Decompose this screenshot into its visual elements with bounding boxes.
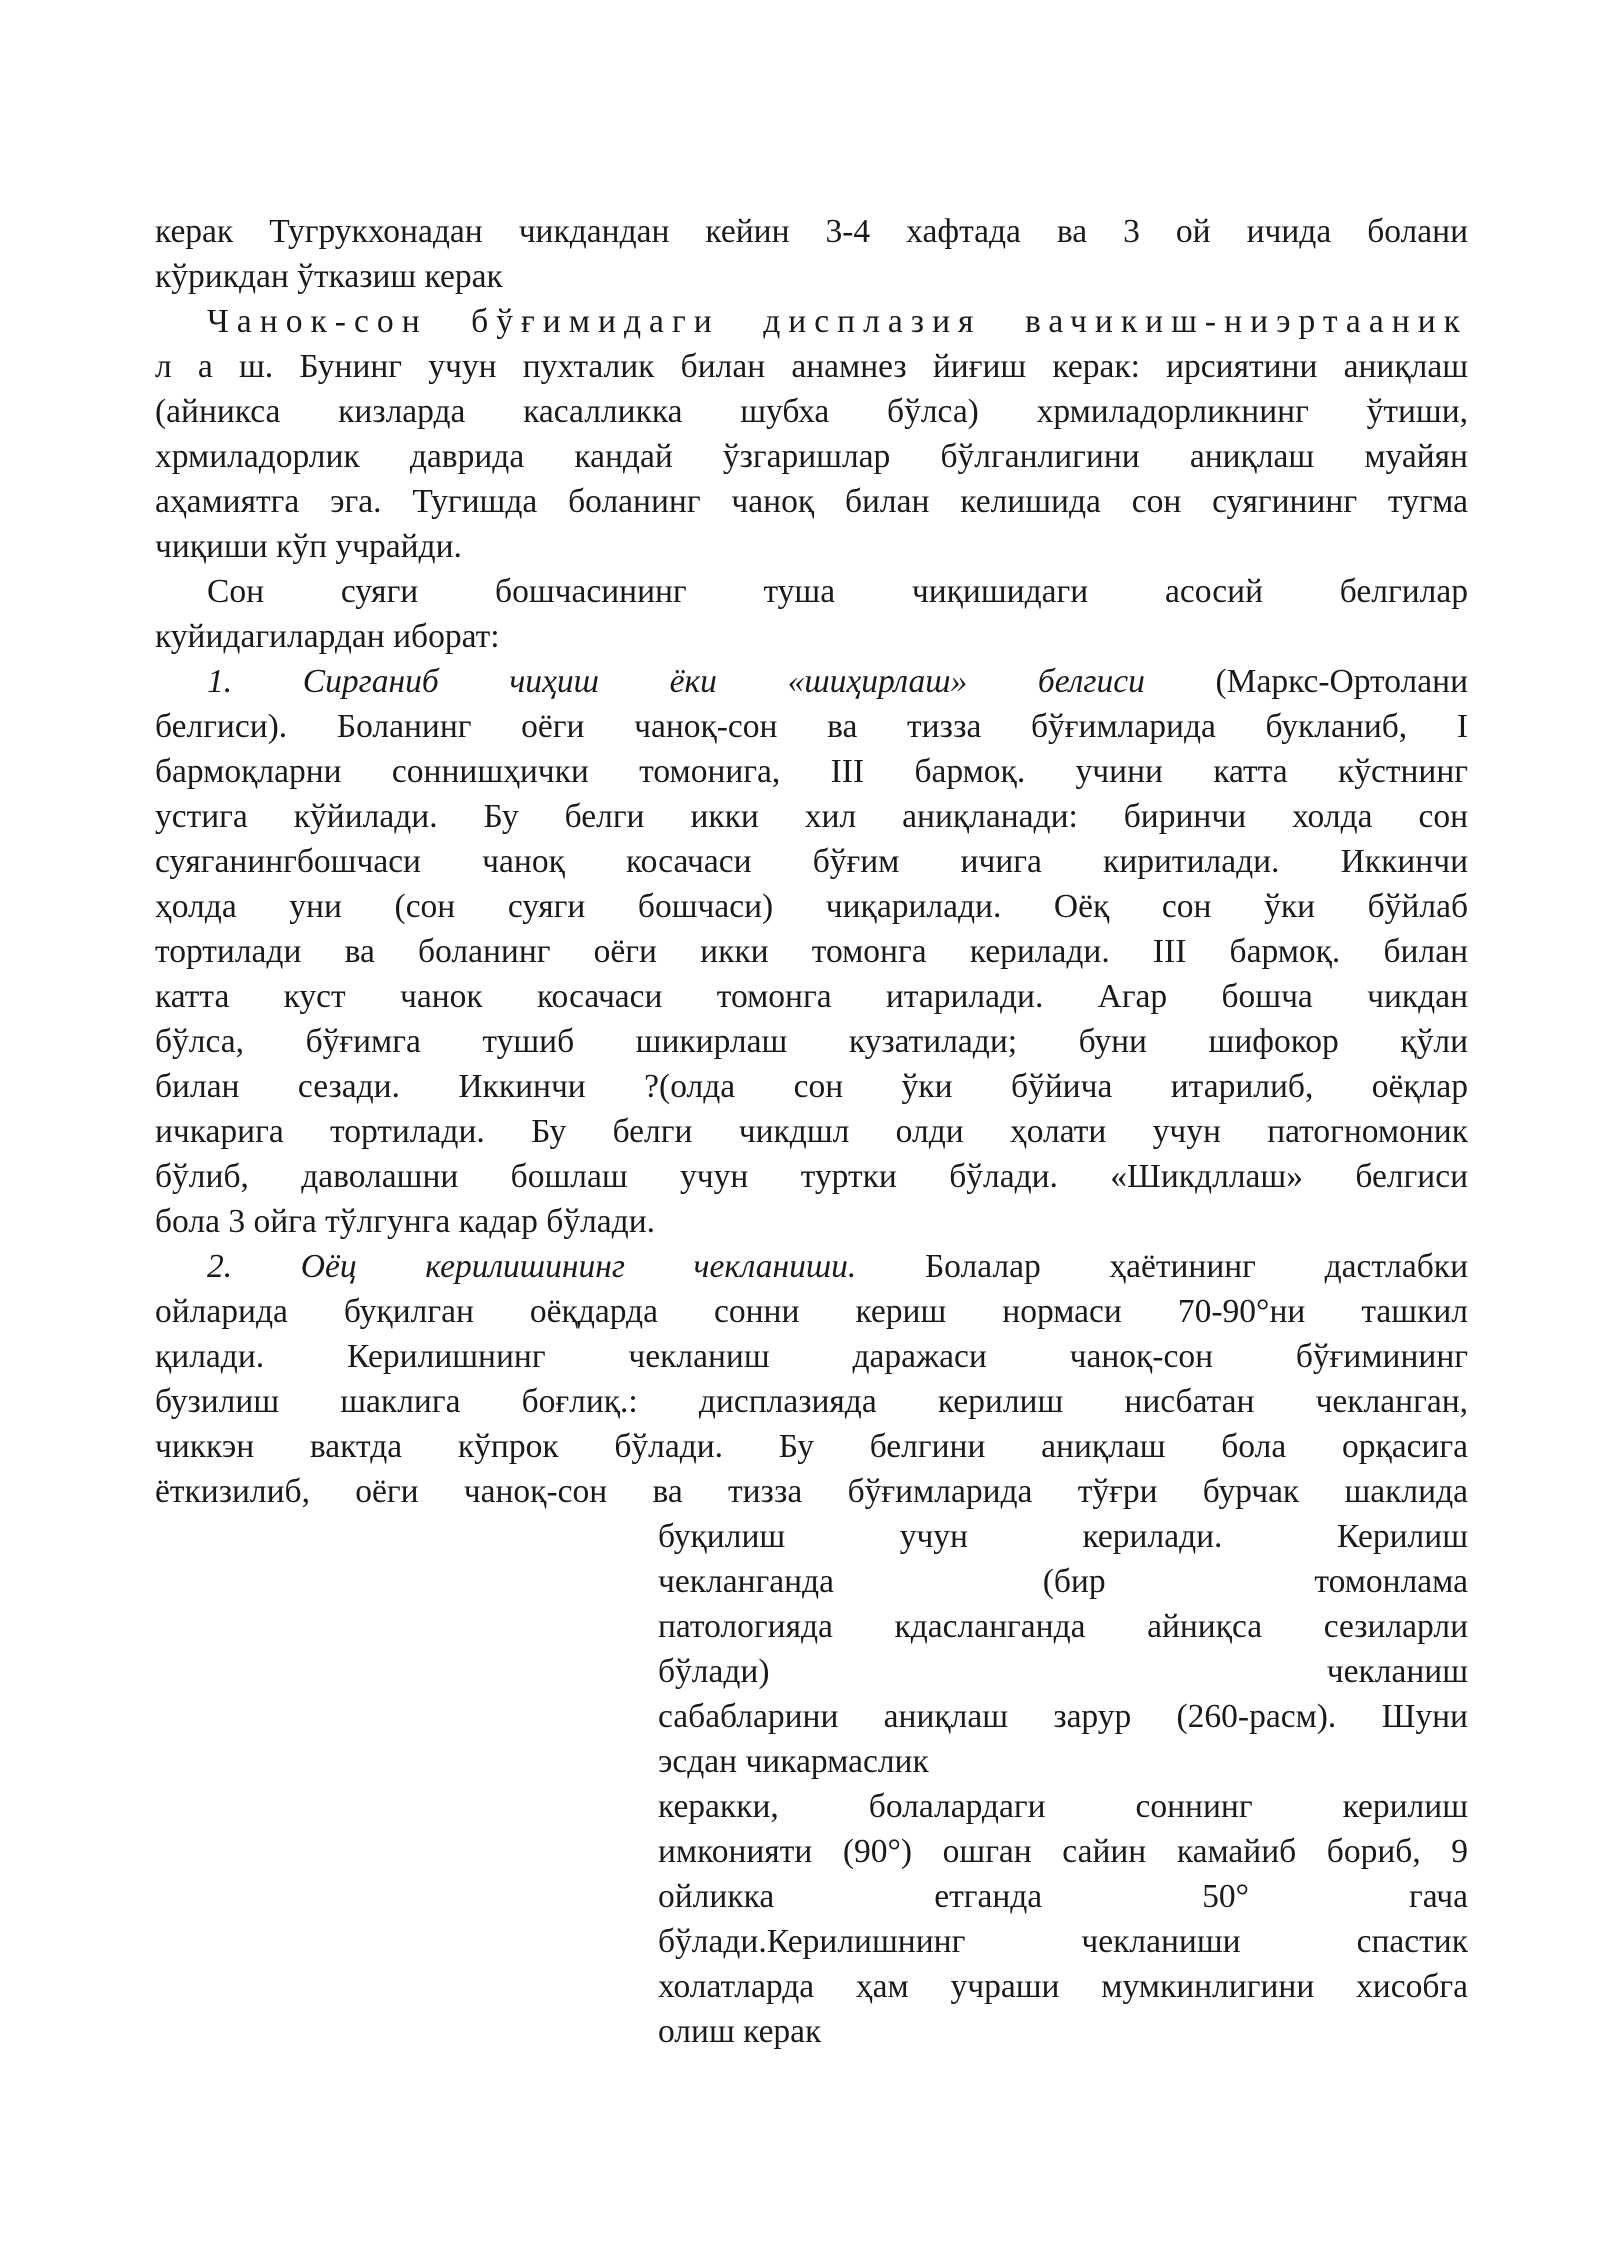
paragraph (155, 209, 1468, 299)
text-line: бузилиш шаклига боғлиқ.: дисплазияда керилиш нисбатан чекланган, (155, 1383, 1468, 1420)
text-line: олиш керак (658, 2013, 822, 2050)
narrow-column (658, 1514, 1468, 2054)
text-line: ёткизилиб, оёги чаноқ-сон ва тизза бўғимларида тўғри бурчак шаклида (155, 1473, 1468, 1510)
item-title: 2. Оёц керилишининг чекланиши. (207, 1248, 857, 1285)
list-item (155, 659, 1468, 1244)
text-line: катта куст чанок косачаси томонга итарилади. Агар бошча чикдан (155, 978, 1468, 1015)
text-line: ойликка етганда 50° гача (658, 1878, 1468, 1915)
section-heading: Чанок-сон бўғимидаги дисплазия вачикиш-ниэртааник (207, 303, 1468, 340)
text-line: ичкарига тортилади. Бу белги чикдшл олди ҳолати учун патогномоник (155, 1113, 1468, 1150)
text-line: устига кўйилади. Бу белги икки хил аниқланади: биринчи холда сон (155, 798, 1468, 835)
paragraph (155, 569, 1468, 659)
text-line: хрмиладорлик даврида кандай ўзгаришлар бўлганлигини аниқлаш муайян (155, 438, 1468, 475)
text-line: чиккэн вактда кўпрок бўлади. Бу белгини аниқлаш бола орқасига (155, 1428, 1468, 1465)
item-title: 1. Сирганиб чиҳиш ёки «шиҳирлаш» белгиси (207, 663, 1145, 700)
item-text: (Маркс-Ортолани (1215, 663, 1468, 700)
text-line: суяганингбошчаси чаноқ косачаси бўғим ичига киритилади. Иккинчи (155, 843, 1468, 880)
text-line: керакки, болалардаги соннинг керилиш (658, 1788, 1468, 1825)
text-line: эсдан чикармаслик (658, 1743, 929, 1780)
text-line: керак Тугрукхонадан чикдандан кейин 3-4 хафтада ва 3 ой ичида болани (155, 213, 1468, 250)
paragraph (155, 299, 1468, 569)
text-line: бола 3 ойга тўлгунга кадар бўлади. (155, 1203, 656, 1240)
text-line: бўлса, бўғимга тушиб шикирлаш кузатилади; буни шифокор қўли (155, 1023, 1468, 1060)
text-line (155, 1244, 1468, 1289)
text-line: имконияти (90°) ошган сайин камайиб бориб, 9 (658, 1833, 1468, 1870)
text-line: куйидагилардан иборат: (155, 618, 500, 655)
text-line: патологияда кдасланганда айниқса сезиларли (658, 1608, 1468, 1645)
text-line: (айникса кизларда касалликка шубха бўлса) хрмиладорликнинг ўтиши, (155, 393, 1468, 430)
text-line: сабабларини аниқлаш зарур (260-расм). Шуни (658, 1698, 1468, 1735)
text-line: л а ш. Бунинг учун пухталик билан анамнез йиғиш керак: ирсиятини аниқлаш (155, 348, 1468, 385)
text-line: тортилади ва боланинг оёги икки томонга керилади. III бармоқ. билан (155, 933, 1468, 970)
text-line: ҳолда уни (сон суяги бошчаси) чиқарилади. Оёқ сон ўки бўйлаб (155, 888, 1468, 925)
text-line (155, 659, 1468, 704)
text-line: бўлиб, даволашни бошлаш учун туртки бўлади. «Шикдллаш» белгиси (155, 1158, 1468, 1195)
text-line: аҳамиятга эга. Тугишда боланинг чаноқ билан келишида сон суягининг тугма (155, 483, 1468, 520)
text-line: бўлади) чекланиш (658, 1653, 1468, 1690)
item-text: Болалар ҳаётининг дастлабки (924, 1248, 1468, 1285)
text-line: холатларда ҳам учраши мумкинлигини хисобга (658, 1968, 1468, 2005)
text-line: чиқиши кўп учрайди. (155, 528, 462, 565)
text-line: ойларида буқилган оёқдарда сонни кериш нормаси 70-90°ни ташкил (155, 1293, 1468, 1330)
document-page (155, 209, 1468, 2054)
text-line: чекланганда (бир томонлама (658, 1563, 1468, 1600)
text-line: буқилиш учун керилади. Керилиш (658, 1518, 1468, 1555)
text-line: кўрикдан ўтказиш керак (155, 258, 503, 295)
text-line: бўлади.Керилишнинг чекланиши спастик (658, 1923, 1468, 1960)
text-line: билан сезади. Иккинчи ?(олда сон ўки бўйича итарилиб, оёқлар (155, 1068, 1468, 1105)
text-line: белгиси). Боланинг оёги чаноқ-сон ва тизза бўғимларида букланиб, I (155, 708, 1468, 745)
text-line: қилади. Керилишнинг чекланиш даражаси чаноқ-сон бўғимининг (155, 1338, 1468, 1375)
text-line: Сон суяги бошчасининг туша чиқишидаги асосий белгилар (207, 573, 1468, 610)
text-line: бармоқларни соннишҳички томонига, III бармоқ. учини катта кўстнинг (155, 753, 1468, 790)
list-item (155, 1244, 1468, 2054)
